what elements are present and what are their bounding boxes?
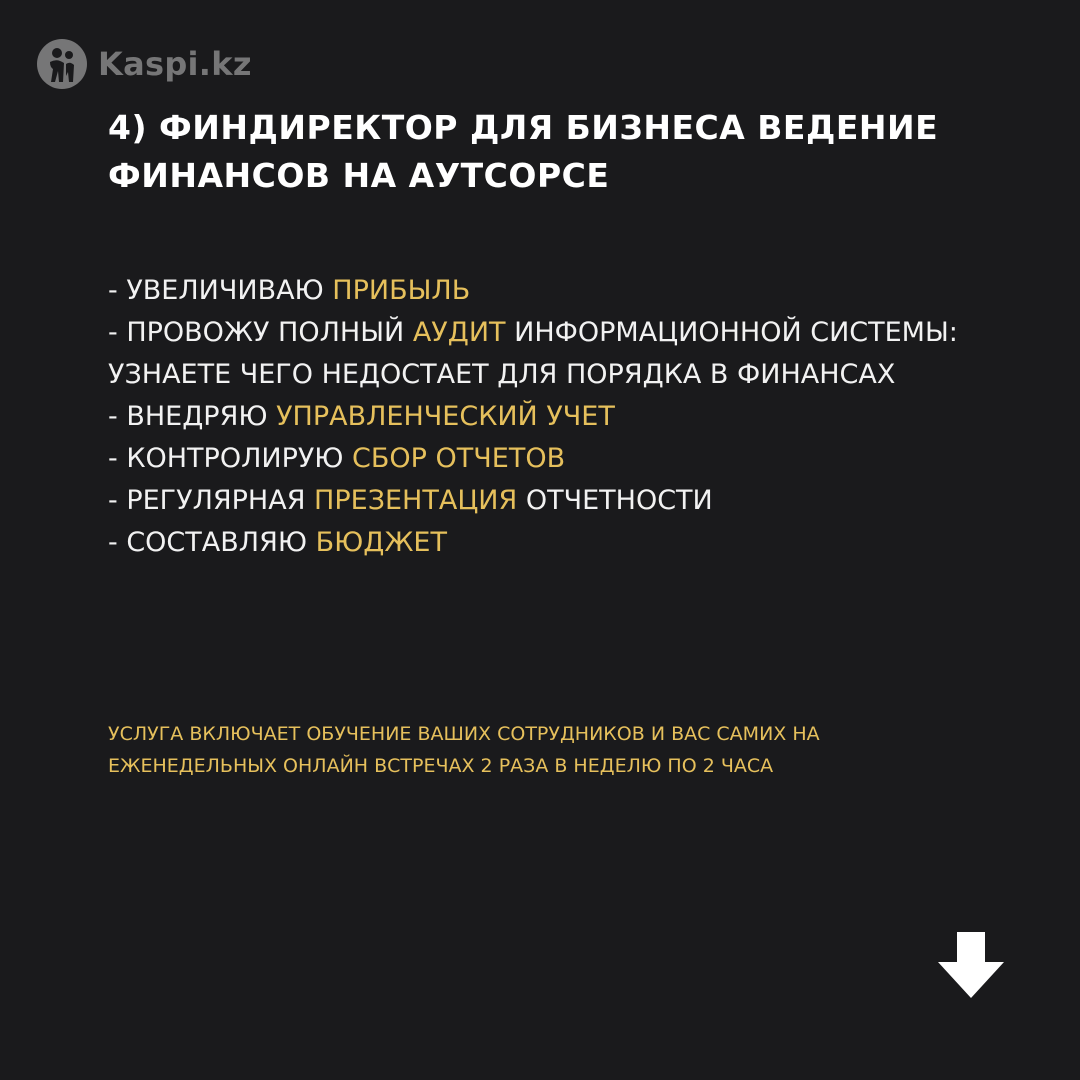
list-item — [108, 312, 988, 396]
list-item — [108, 522, 988, 564]
service-note: УСЛУГА ВКЛЮЧАЕТ ОБУЧЕНИЕ ВАШИХ СОТРУДНИКОВ И ВАС САМИХ НА ЕЖЕНЕДЕЛЬНЫХ ОНЛАЙН ВСТРЕЧАХ 2 РАЗА В НЕДЕЛЮ ПО 2 ЧАСА — [108, 723, 820, 777]
list-item-text: - УВЕЛИЧИВАЮ — [108, 275, 333, 306]
list-item-highlight: БЮДЖЕТ — [315, 527, 447, 558]
list-item-highlight: УПРАВЛЕНЧЕСКИЙ УЧЕТ — [276, 401, 615, 432]
list-item-text: - ВНЕДРЯЮ — [108, 401, 277, 432]
list-item-text: - РЕГУЛЯРНАЯ — [108, 485, 315, 516]
list-item-text: ОТЧЕТНОСТИ — [517, 485, 713, 516]
list-item-text: - СОСТАВЛЯЮ — [108, 527, 316, 558]
list-item — [108, 396, 988, 438]
list-item-text: - ПРОВОЖУ ПОЛНЫЙ — [108, 317, 413, 348]
list-item-highlight: АУДИТ — [412, 317, 506, 348]
list-item-highlight: СБОР ОТЧЕТОВ — [352, 443, 566, 474]
watermark-text: Kaspi.kz — [98, 45, 252, 83]
arrow-down-icon[interactable] — [938, 932, 1004, 998]
list-item-highlight: ПРИБЫЛЬ — [332, 275, 471, 306]
kaspi-watermark — [36, 38, 252, 90]
list-item — [108, 270, 988, 312]
list-item-text: ИНФОРМАЦИОННОЙ СИСТЕМЫ: УЗНАЕТЕ ЧЕГО НЕДОСТАЕТ ДЛЯ ПОРЯДКА В ФИНАНСАХ — [108, 317, 958, 390]
list-item-highlight: ПРЕЗЕНТАЦИЯ — [314, 485, 518, 516]
service-list — [108, 270, 988, 564]
list-item — [108, 438, 988, 480]
list-item-text: - КОНТРОЛИРУЮ — [108, 443, 353, 474]
list-item — [108, 480, 988, 522]
page-title: 4) ФИНДИРЕКТОР ДЛЯ БИЗНЕСА ВЕДЕНИЕ ФИНАНСОВ НА АУТСОРСЕ — [108, 108, 939, 195]
kaspi-logo-icon — [36, 38, 88, 90]
